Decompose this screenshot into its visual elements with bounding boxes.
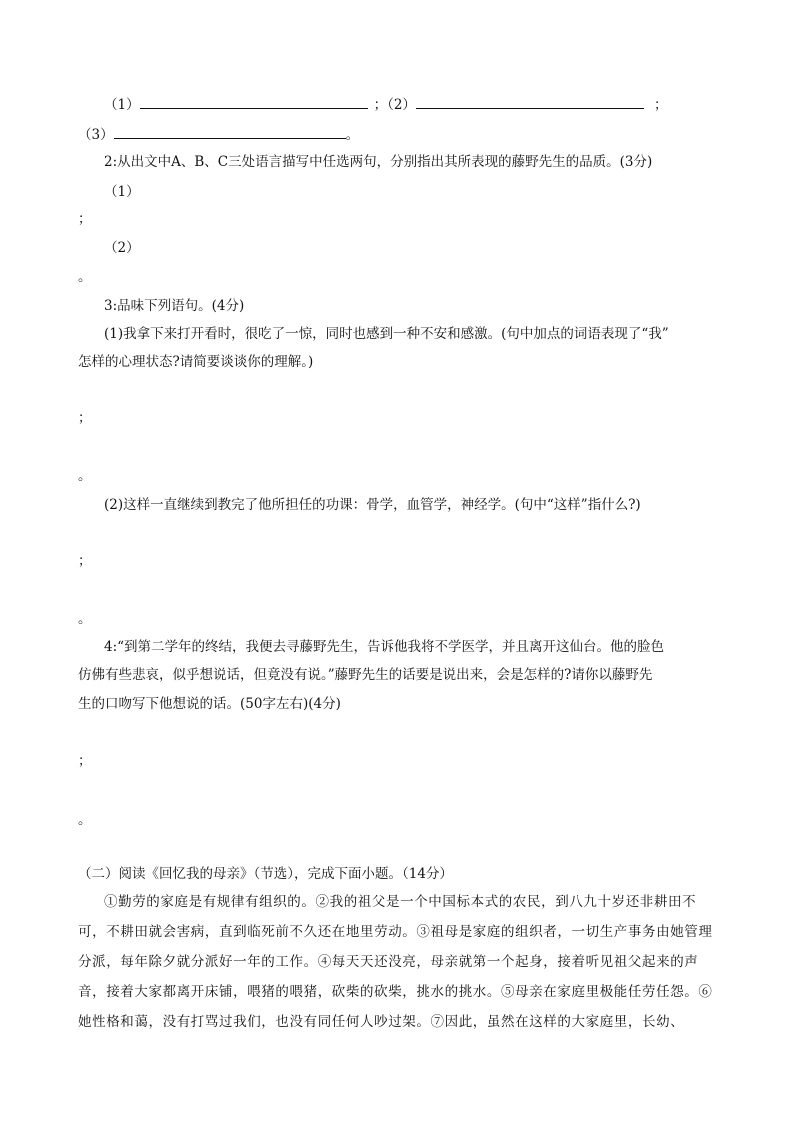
separator: ； — [653, 97, 668, 113]
q4-end-2: 。 — [78, 812, 92, 828]
q2-answer-end-2: 。 — [78, 269, 92, 285]
q3-sub2-end-2: 。 — [78, 611, 92, 627]
end-mark: 。 — [345, 127, 360, 143]
separator: ； — [373, 97, 388, 113]
q2-prompt: 2:从出文中A、B、C三处语言描写中任选两句，分别指出其所表现的藤野先生的品质。(3分) — [104, 154, 653, 170]
q2-answer-label-1: （1） — [104, 184, 140, 200]
answer-blank-2[interactable] — [416, 94, 644, 109]
q4-line3: 生的口吻写下他想说的话。(50字左右)(4分) — [78, 696, 341, 712]
q3-sub1-end-2: 。 — [78, 468, 92, 484]
q3-sub1-end-1: ； — [78, 410, 92, 426]
section2-heading: （二）阅读《回忆我的母亲》（节选），完成下面小题。（14分） — [78, 866, 453, 882]
passage-text: ①勤劳的家庭是有规律有组织的。②我的祖父是一个中国标本式的农民，到八九十岁还非耕田不可，不耕田就会害病，直到临死前不久还在地里劳动。③祖母是家庭的组织者，一切生产事务由她管理分派，每年除夕就分派好一年的工作。④每天天还没亮，母亲就第一个起身，接着听见祖父起来的声音，接着大家都离开床铺，喂猪的喂猪，砍柴的砍柴，挑水的挑水。⑤母亲在家庭里极能任劳任怨。⑥她性格和蔼，没有打骂过我们，也没有同任何人吵过架。⑦因此，虽然在这样的大家庭里，长幼、 — [78, 894, 713, 1030]
q4-end-1: ； — [78, 753, 92, 769]
q1-blank-row-1 — [104, 94, 667, 115]
section2-passage — [78, 887, 718, 1037]
q4-line2: 仿佛有些悲哀，似乎想说话，但竟没有说。”藤野先生的话要是说出来，会是怎样的?请你以藤野先 — [78, 667, 653, 683]
q3-sub2-end-1: ； — [78, 553, 92, 569]
q1-blank-row-2 — [78, 124, 359, 145]
q3-sub2-line1: (2)这样一直继续到教完了他所担任的功课：骨学，血管学，神经学。(句中“这样”指什么?) — [104, 497, 641, 513]
blank-label-1: （1） — [104, 97, 140, 113]
answer-blank-3[interactable] — [114, 124, 346, 139]
q2-answer-end-1: ； — [78, 211, 92, 227]
blank-label-3: （3） — [78, 127, 114, 143]
q2-answer-label-2: （2） — [104, 240, 140, 256]
q4-line1: 4:“到第二学年的终结，我便去寻藤野先生，告诉他我将不学医学，并且离开这仙台。他的脸色 — [104, 639, 665, 655]
answer-blank-1[interactable] — [140, 94, 368, 109]
q3-sub1-line1: (1)我拿下来打开看时，很吃了一惊，同时也感到一种不安和感激。(句中加点的词语表现了“我” — [104, 326, 669, 342]
q3-prompt: 3:品味下列语句。(4分) — [104, 298, 245, 314]
blank-label-2: （2） — [387, 97, 416, 113]
q3-sub1-line2: 怎样的心理状态?请简要谈谈你的理解。) — [78, 354, 314, 370]
